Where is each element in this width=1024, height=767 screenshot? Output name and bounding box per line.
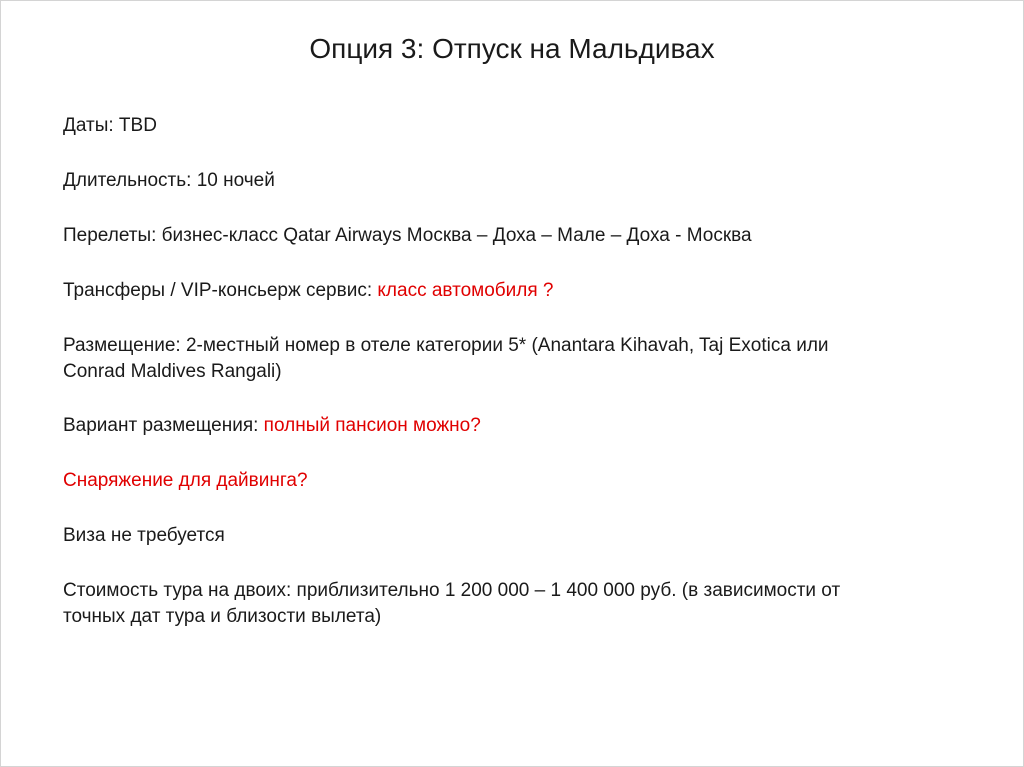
transfers-note: класс автомобиля ? [377, 280, 554, 301]
transfers-label: Трансферы / VIP-консьерж сервис: [63, 280, 378, 301]
dates-line: Даты: TBD [63, 115, 157, 136]
diving-gear-line: Снаряжение для дайвинга? [63, 470, 308, 491]
accommodation-line-1: Размещение: 2-местный номер в отеле категории 5* (Anantara Kihavah, Taj Exotica или [63, 335, 829, 356]
meal-plan-line [63, 413, 481, 439]
slide-title: Опция 3: Отпуск на Мальдивах [309, 33, 715, 64]
accommodation-line-2: Conrad Maldives Rangali) [63, 361, 282, 382]
meal-plan-note: полный пансион можно? [263, 415, 481, 436]
duration-line: Длительность: 10 ночей [63, 170, 275, 191]
price-line-2: точных дат тура и близости вылета) [63, 606, 382, 627]
price-line-1: Стоимость тура на двоих: приблизительно 1 200 000 – 1 400 000 руб. (в зависимости от [63, 580, 841, 601]
flights-line: Перелеты: бизнес-класс Qatar Airways Москва – Доха – Мале – Доха - Москва [63, 225, 752, 246]
transfers-line [63, 278, 554, 304]
visa-line: Виза не требуется [63, 525, 225, 546]
meal-plan-label: Вариант размещения: [63, 415, 264, 436]
